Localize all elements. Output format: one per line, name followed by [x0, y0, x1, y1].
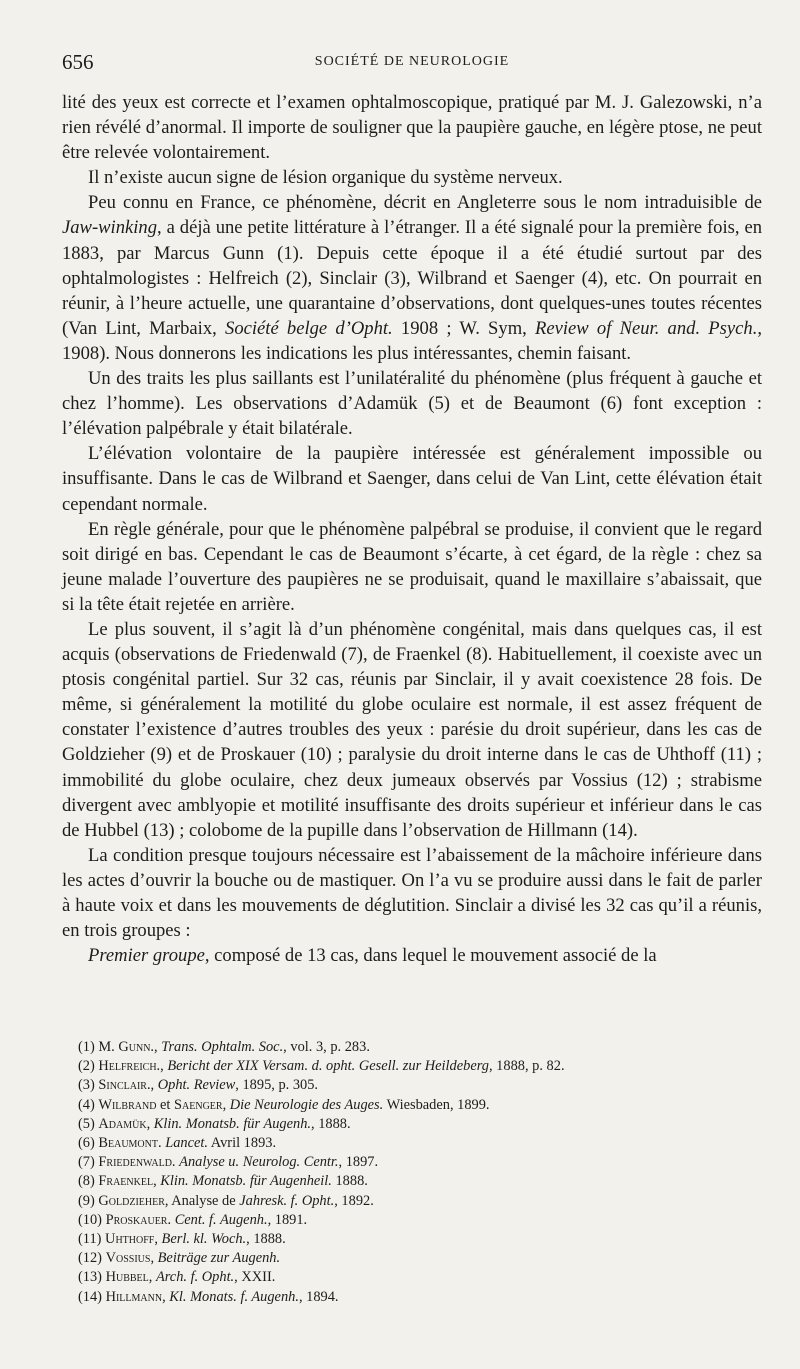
text-run: (3) [78, 1077, 99, 1094]
text-run: L’élévation volontaire de la paupière intéressée est généralement impossible ou insuffisante. Dans le cas de Wilbrand et Saenger, dans celui de Van Lint, cette élévation était cependant normale. [62, 443, 762, 515]
author-name: Saenger [174, 1096, 223, 1113]
italic-text: Die Neurologie des Auges. [229, 1096, 384, 1113]
text-run: , vol. 3, p. 283. [283, 1039, 370, 1055]
text-run: , 1892. [334, 1192, 374, 1209]
italic-text: Kl. Monats. f. Augenh. [169, 1288, 299, 1305]
text-run: , 1888. [311, 1115, 351, 1132]
text-run: Un des traits les plus saillants est l’unilatéralité du phénomène (plus fréquent à gauche et chez l’homme). Les observations d’Adamük (5) et de Beaumont (6) font exception : l’élévation palpébrale y était bilatérale. [62, 368, 762, 440]
text-run: (8) [78, 1173, 99, 1190]
text-run: , [160, 1058, 168, 1075]
author-name: Wilbrand [98, 1096, 157, 1113]
italic-text: Jahresk. f. Opht. [239, 1192, 335, 1209]
author-name: Hillmann [105, 1288, 163, 1305]
text-run: (9) [78, 1192, 99, 1209]
paragraph [62, 366, 762, 441]
italic-text: Société belge d’Opht. [225, 317, 393, 339]
footnote [78, 1153, 762, 1172]
italic-text: Klin. Monatsb. für Augenheil. [160, 1173, 332, 1190]
footnote [78, 1249, 762, 1268]
italic-text: Beiträge zur Augenh. [157, 1250, 281, 1267]
paragraph [62, 843, 762, 943]
italic-text: Analyse u. Neurolog. Centr. [179, 1154, 339, 1171]
text-run: 1888. [331, 1173, 368, 1190]
footnotes [78, 1038, 762, 1307]
text-run: , [148, 1269, 156, 1286]
text-run: , [150, 1077, 158, 1094]
footnote [78, 1115, 762, 1134]
footnote [78, 1057, 762, 1076]
body-text [62, 90, 762, 968]
paragraph [62, 943, 762, 968]
footnote [78, 1076, 762, 1095]
text-run: Peu connu en France, ce phénomène, décrit en Angleterre sous le nom intraduisible de [88, 192, 762, 214]
footnote [78, 1211, 762, 1230]
footnote [78, 1096, 762, 1115]
footnote [78, 1038, 762, 1057]
italic-text: Berl. kl. Woch. [161, 1231, 247, 1248]
paragraph [62, 190, 762, 366]
page-header [62, 50, 762, 74]
text-run: (12) [78, 1250, 106, 1267]
text-run: , Analyse de [164, 1192, 240, 1209]
text-run: , [154, 1231, 162, 1248]
author-name: Sinclair. [98, 1077, 151, 1094]
text-run: (11) [78, 1231, 106, 1248]
running-title: SOCIÉTÉ DE NEUROLOGIE [314, 54, 510, 69]
author-name: Proskauer [105, 1211, 168, 1228]
text-run: (6) [78, 1135, 99, 1152]
italic-text: Review of Neur. and. Psych. [535, 317, 758, 339]
text-run: Avril 1893. [207, 1135, 277, 1152]
text-run: . [167, 1211, 175, 1228]
page-number: 656 [62, 50, 94, 74]
text-run: et [156, 1096, 175, 1113]
text-run: Le plus souvent, il s’agit là d’un phénomène congénital, mais dans quelques cas, il est acquis (observations de Friedenwald (7), de Fraenkel (8). Habituellement, il coexiste avec un ptosis congénital partiel. Sur 32 cas, réunis par Sinclair, il y avait coexistence 28 fois. De même, si généralement la motilité du globe oculaire est normale, il est assez fréquent de constater l’existence d’autres troubles des yeux : parésie du droit supérieur, dans les cas de Goldzieher (9) et de Proskauer (10) ; paralysie du droit interne dans le cas de Uhthoff (11) ; immobilité du globe oculaire, chez deux jumeaux observés par Vossius (12) ; strabisme divergent avec amblyopie et motilité insuffisante des droits supérieur et inférieur dans le cas de Hubbel (13) ; colobome de la pupille dans l’observation de Hillmann (14). [62, 618, 762, 841]
text-run: , 1908). Nous donnerons les indications les plus intéressantes, chemin faisant. [62, 317, 763, 364]
italic-text: Opht. Review [157, 1077, 236, 1094]
footnote [78, 1172, 762, 1191]
text-run: Il n’existe aucun signe de lésion organique du système nerveux. [88, 167, 563, 189]
author-name: Uhthoff [105, 1231, 155, 1248]
text-run: , 1888, p. 82. [488, 1058, 565, 1075]
author-name: Beaumont. [98, 1135, 162, 1152]
italic-text: Cent. f. Augenh. [174, 1211, 268, 1228]
author-name: Fraenkel [98, 1173, 154, 1190]
footnote [78, 1192, 762, 1211]
text-run: , 1894. [298, 1288, 339, 1305]
text-run: (14) [78, 1288, 106, 1305]
text-run: , [153, 1173, 161, 1190]
footnote [78, 1134, 762, 1153]
paragraph [62, 617, 762, 843]
text-run: (1) M. [78, 1039, 119, 1055]
text-run: (4) [78, 1096, 99, 1113]
footnote [78, 1230, 762, 1249]
text-run: (10) [78, 1211, 106, 1228]
paragraph [62, 517, 762, 617]
italic-text: Bericht der XIX Versam. d. opht. Gesell. zur Heildeberg [167, 1058, 489, 1075]
text-run: lité des yeux est correcte et l’examen ophtalmoscopique, pratiqué par M. J. Galezowski, n’a rien révélé d’anormal. Il importe de souligner que la paupière gauche, en légère ptose, ne peut être relevée volontairement. [62, 92, 762, 164]
text-run: Wiesbaden, 1899. [383, 1096, 490, 1113]
italic-text: Premier groupe [88, 945, 205, 967]
text-run: , composé de 13 cas, dans lequel le mouvement associé de la [204, 945, 657, 967]
text-run: (2) [78, 1058, 99, 1075]
text-run: (5) [78, 1115, 99, 1132]
text-run: , 1891. [267, 1211, 308, 1228]
footnote [78, 1268, 762, 1287]
footnote [78, 1288, 762, 1307]
text-run: , [150, 1250, 158, 1267]
text-run: , [162, 1288, 170, 1305]
text-run: , 1888. [246, 1231, 286, 1248]
author-name: Gunn. [118, 1039, 155, 1055]
author-name: Helfreich. [98, 1058, 161, 1075]
paragraph [62, 165, 762, 190]
author-name: Adamük [98, 1115, 147, 1132]
paragraph [62, 90, 762, 165]
author-name: Friedenwald. [98, 1154, 176, 1171]
author-name: Vossius [105, 1250, 151, 1267]
text-run: (7) [78, 1154, 99, 1171]
text-run: (13) [78, 1269, 106, 1286]
author-name: Hubbel [105, 1269, 149, 1286]
italic-text: Jaw-winking [62, 217, 158, 239]
text-run: 1908 ; W. Sym, [392, 317, 536, 339]
italic-text: Lancet. [165, 1135, 208, 1152]
italic-text: Klin. Monatsb. für Augenh. [153, 1115, 312, 1132]
text-run: , 1895, p. 305. [235, 1077, 319, 1094]
text-run: , [222, 1096, 230, 1113]
text-run: , 1897. [338, 1154, 379, 1171]
text-run: La condition presque toujours nécessaire est l’abaissement de la mâchoire inférieure dans les actes d’ouvrir la bouche ou de mastiquer. On l’a vu se produire aussi dans le fait de parler à haute voix et dans les mouvements de déglutition. Sinclair a divisé les 32 cas qu’il a réunis, en trois groupes : [62, 844, 762, 942]
author-name: Goldzieher [98, 1192, 165, 1209]
paragraph [62, 441, 762, 516]
italic-text: Trans. Ophtalm. Soc. [161, 1039, 284, 1055]
text-run: , XXII. [234, 1269, 276, 1286]
text-run: , [154, 1039, 162, 1055]
text-run: , a déjà une petite littérature à l’étranger. Il a été signalé pour la première fois, en 1883, par Marcus Gunn (1). Depuis cette époque il a été étudié surtout par des ophtalmologistes : Helfreich (2), Sinclair (3), Wilbrand et Saenger (4), etc. On pourrait en réunir, à l’heure actuelle, une quarantaine d’observations, dont quelques-unes toutes récentes (Van Lint, Marbaix, [62, 217, 762, 339]
italic-text: Arch. f. Opht. [155, 1269, 235, 1286]
text-run: , [146, 1115, 154, 1132]
text-run: En règle générale, pour que le phénomène palpébral se produise, il convient que le regard soit dirigé en bas. Cependant le cas de Beaumont s’écarte, à cet égard, de la règle : chez sa jeune malade l’ouverture des paupières ne se produisait, quand le maxillaire s’abaissait, que si la tête était rejetée en arrière. [62, 518, 762, 615]
